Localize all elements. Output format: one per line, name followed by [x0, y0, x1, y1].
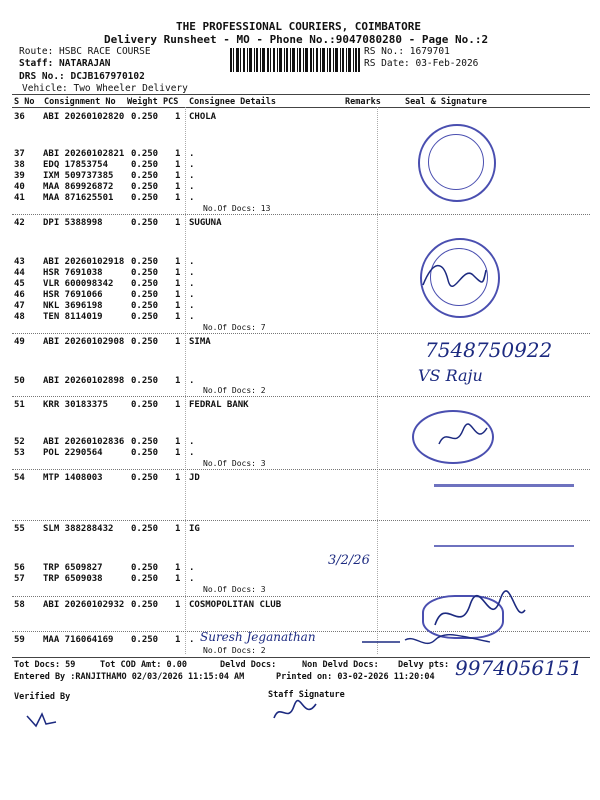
row-pcs: 1: [175, 301, 181, 311]
row-sno: 53: [14, 448, 25, 458]
row-pcs: 1: [175, 563, 181, 573]
barcode: [230, 48, 360, 72]
signature-scribble: [435, 420, 495, 454]
row-consignment-no: MAA 869926872: [43, 182, 114, 192]
row-consignee: .: [189, 279, 195, 289]
row-consignment-no: TEN 8114019: [43, 312, 103, 322]
row-sno: 51: [14, 400, 25, 410]
row-consignee: IG: [189, 524, 200, 534]
row-sno: 36: [14, 112, 25, 122]
runsheet-title: Delivery Runsheet - MO - Phone No.:9047080280 - Page No.:2: [104, 33, 489, 46]
row-sno: 43: [14, 257, 25, 267]
drs-label: DRS No.: DCJB167970102: [19, 71, 145, 82]
group-doc-count: No.Of Docs: 13: [203, 204, 271, 213]
row-sno: 59: [14, 635, 25, 645]
row-consignment-no: ABI 20260102821: [43, 149, 125, 159]
row-weight: 0.250: [131, 218, 159, 228]
group-separator: [12, 333, 590, 334]
vehicle-label: Vehicle: Two Wheeler Delivery: [22, 83, 188, 94]
row-consignee: .: [189, 312, 195, 322]
row-sno: 57: [14, 574, 25, 584]
row-pcs: 1: [175, 257, 181, 267]
row-consignee: COSMOPOLITAN CLUB: [189, 600, 282, 610]
verified-signature: [24, 708, 64, 730]
row-sno: 44: [14, 268, 25, 278]
row-pcs: 1: [175, 112, 181, 122]
col-separator: [185, 107, 186, 654]
row-consignment-no: ABI 20260102820: [43, 112, 125, 122]
col-weight: Weight: [127, 97, 158, 107]
row-sno: 45: [14, 279, 25, 289]
total-docs: Tot Docs: 59: [14, 660, 76, 670]
row-consignee: .: [189, 171, 195, 181]
total-cod-amount: Tot COD Amt: 0.00: [100, 660, 187, 670]
row-weight: 0.250: [131, 524, 159, 534]
row-weight: 0.250: [131, 574, 159, 584]
row-pcs: 1: [175, 182, 181, 192]
group-doc-count: No.Of Docs: 2: [203, 646, 266, 655]
handwritten-name: Suresh Jeganathan: [200, 630, 316, 644]
staff-label: Staff: NATARAJAN: [19, 58, 111, 69]
row-weight: 0.250: [131, 301, 159, 311]
group-separator: [12, 214, 590, 215]
company-title: THE PROFESSIONAL COURIERS, COIMBATORE: [176, 20, 422, 33]
row-consignee: CHOLA: [189, 112, 217, 122]
handwritten-phone-2: 9974056151: [455, 656, 583, 680]
row-consignee: .: [189, 182, 195, 192]
row-sno: 50: [14, 376, 25, 386]
row-consignment-no: EDQ 17853754: [43, 160, 109, 170]
col-consignment: Consignment No: [44, 97, 116, 107]
row-sno: 42: [14, 218, 25, 228]
row-consignee: JD: [189, 473, 200, 483]
row-pcs: 1: [175, 290, 181, 300]
row-consignment-no: ABI 20260102836: [43, 437, 125, 447]
row-pcs: 1: [175, 448, 181, 458]
row-sno: 48: [14, 312, 25, 322]
row-sno: 54: [14, 473, 25, 483]
row-consignee: .: [189, 193, 195, 203]
row-consignment-no: ABI 20260102908: [43, 337, 125, 347]
row-sno: 40: [14, 182, 25, 192]
handwritten-note-1: VS Raju: [418, 366, 483, 385]
signature-scribble: [418, 255, 488, 295]
row-consignment-no: MAA 871625501: [43, 193, 114, 203]
row-pcs: 1: [175, 437, 181, 447]
row-consignee: .: [189, 635, 195, 645]
row-consignee: .: [189, 268, 195, 278]
col-separator: [377, 107, 378, 654]
row-weight: 0.250: [131, 376, 159, 386]
row-consignment-no: KRR 30183375: [43, 400, 109, 410]
row-sno: 47: [14, 301, 25, 311]
row-pcs: 1: [175, 376, 181, 386]
row-sno: 55: [14, 524, 25, 534]
row-weight: 0.250: [131, 290, 159, 300]
row-consignment-no: DPI 5388998: [43, 218, 103, 228]
row-weight: 0.250: [131, 563, 159, 573]
row-consignment-no: HSR 7691066: [43, 290, 103, 300]
row-consignee: .: [189, 149, 195, 159]
row-weight: 0.250: [131, 182, 159, 192]
entered-by: Entered By :RANJITHAMO 02/03/2026 11:15:04 AM: [14, 672, 245, 682]
row-pcs: 1: [175, 312, 181, 322]
row-pcs: 1: [175, 635, 181, 645]
printed-on: Printed on: 03-02-2026 11:20:04: [276, 672, 435, 682]
row-weight: 0.250: [131, 600, 159, 610]
row-sno: 38: [14, 160, 25, 170]
row-weight: 0.250: [131, 437, 159, 447]
row-consignee: SIMA: [189, 337, 211, 347]
header-bottom-rule: [12, 107, 590, 108]
address-stamp-jd: [434, 484, 574, 547]
handwritten-phone-1: 7548750922: [425, 338, 553, 362]
row-consignee: .: [189, 160, 195, 170]
handwritten-date: 3/2/26: [328, 553, 370, 568]
row-consignee: FEDRAL BANK: [189, 400, 249, 410]
row-weight: 0.250: [131, 257, 159, 267]
row-consignment-no: POL 2290564: [43, 448, 103, 458]
group-doc-count: No.Of Docs: 7: [203, 323, 266, 332]
row-weight: 0.250: [131, 337, 159, 347]
row-consignee: .: [189, 257, 195, 267]
group-doc-count: No.Of Docs: 3: [203, 585, 266, 594]
row-consignment-no: SLM 388288432: [43, 524, 114, 534]
row-weight: 0.250: [131, 160, 159, 170]
row-consignee: .: [189, 290, 195, 300]
staff-signature-scribble: [270, 698, 320, 728]
row-weight: 0.250: [131, 279, 159, 289]
col-remarks: Remarks: [345, 97, 381, 107]
row-consignment-no: TRP 6509827: [43, 563, 103, 573]
row-pcs: 1: [175, 279, 181, 289]
row-consignment-no: ABI 20260102918: [43, 257, 125, 267]
row-weight: 0.250: [131, 112, 159, 122]
row-weight: 0.250: [131, 473, 159, 483]
group-separator: [12, 469, 590, 470]
col-sno: S No: [14, 97, 35, 107]
row-weight: 0.250: [131, 171, 159, 181]
header-top-rule: [12, 94, 590, 95]
group-doc-count: No.Of Docs: 2: [203, 386, 266, 395]
row-consignment-no: TRP 6509038: [43, 574, 103, 584]
row-pcs: 1: [175, 218, 181, 228]
col-seal: Seal & Signature: [405, 97, 487, 107]
footer-rule: [12, 657, 590, 658]
row-weight: 0.250: [131, 448, 159, 458]
row-sno: 56: [14, 563, 25, 573]
row-consignment-no: ABI 20260102932: [43, 600, 125, 610]
row-pcs: 1: [175, 400, 181, 410]
row-consignee: .: [189, 301, 195, 311]
row-consignee: .: [189, 448, 195, 458]
row-pcs: 1: [175, 473, 181, 483]
row-consignment-no: VLR 600098342: [43, 279, 114, 289]
row-pcs: 1: [175, 268, 181, 278]
row-pcs: 1: [175, 160, 181, 170]
row-pcs: 1: [175, 600, 181, 610]
rs-date: RS Date: 03-Feb-2026: [364, 58, 479, 69]
col-consignee: Consignee Details: [189, 97, 276, 107]
col-pcs: PCS: [163, 97, 179, 107]
rs-number: RS No.: 1679701: [364, 46, 450, 57]
row-pcs: 1: [175, 193, 181, 203]
row-sno: 41: [14, 193, 25, 203]
row-sno: 52: [14, 437, 25, 447]
row-pcs: 1: [175, 149, 181, 159]
group-doc-count: No.Of Docs: 3: [203, 459, 266, 468]
signature-scribble: [360, 632, 500, 654]
row-consignee: .: [189, 437, 195, 447]
row-weight: 0.250: [131, 193, 159, 203]
verified-by-label: Verified By: [14, 692, 71, 702]
row-consignee: SUGUNA: [189, 218, 222, 228]
row-weight: 0.250: [131, 635, 159, 645]
route-label: Route: HSBC RACE COURSE: [19, 46, 151, 57]
row-pcs: 1: [175, 171, 181, 181]
seal-stamp-inner: [428, 134, 484, 190]
row-weight: 0.250: [131, 149, 159, 159]
row-consignment-no: IXM 509737385: [43, 171, 114, 181]
row-consignee: .: [189, 563, 195, 573]
group-separator: [12, 396, 590, 397]
row-sno: 37: [14, 149, 25, 159]
row-pcs: 1: [175, 574, 181, 584]
non-delivered-docs: Non Delvd Docs:: [302, 660, 379, 670]
row-pcs: 1: [175, 524, 181, 534]
row-sno: 46: [14, 290, 25, 300]
row-consignee: .: [189, 574, 195, 584]
row-weight: 0.250: [131, 400, 159, 410]
row-consignment-no: HSR 7691038: [43, 268, 103, 278]
row-sno: 39: [14, 171, 25, 181]
row-consignment-no: MTP 1408003: [43, 473, 103, 483]
row-consignment-no: ABI 20260102898: [43, 376, 125, 386]
row-consignment-no: MAA 716064169: [43, 635, 114, 645]
delivery-points: Delvy pts:: [398, 660, 450, 670]
row-pcs: 1: [175, 337, 181, 347]
row-weight: 0.250: [131, 312, 159, 322]
row-consignee: .: [189, 376, 195, 386]
row-consignment-no: NKL 3696198: [43, 301, 103, 311]
row-sno: 49: [14, 337, 25, 347]
staff-signature-label: Staff Signature: [268, 690, 345, 700]
row-sno: 58: [14, 600, 25, 610]
row-weight: 0.250: [131, 268, 159, 278]
delivered-docs: Delvd Docs:: [220, 660, 277, 670]
